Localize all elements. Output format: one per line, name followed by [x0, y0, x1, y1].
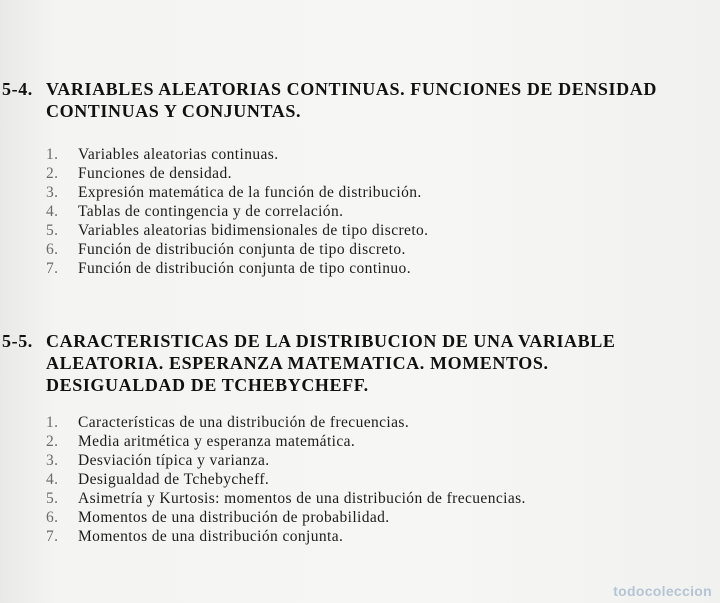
- list-item: [0, 183, 720, 202]
- list-item: [0, 432, 720, 451]
- list-item: [0, 202, 720, 221]
- item-number: 2.: [46, 433, 59, 450]
- item-text: Características de una distribución de frecuencias.: [78, 414, 410, 431]
- item-number: 6.: [46, 509, 59, 526]
- item-text: Asimetría y Kurtosis: momentos de una distribución de frecuencias.: [78, 490, 526, 507]
- section-5-4: [0, 78, 720, 278]
- list-item: [0, 470, 720, 489]
- section-5-5: [0, 330, 720, 546]
- item-text: Momentos de una distribución de probabilidad.: [78, 509, 390, 526]
- item-number: 2.: [46, 165, 59, 182]
- item-text: Desviación típica y varianza.: [78, 452, 270, 469]
- item-number: 4.: [46, 203, 59, 220]
- list-item: [0, 451, 720, 470]
- item-text: Media aritmética y esperanza matemática.: [78, 433, 356, 450]
- topic-list: [0, 145, 720, 278]
- item-number: 3.: [46, 184, 59, 201]
- item-number: 1.: [46, 146, 59, 163]
- watermark-logo: todocoleccion: [613, 583, 712, 599]
- section-title-line: ALEATORIA. ESPERANZA MATEMATICA. MOMENTOS.: [46, 353, 549, 373]
- item-number: 5.: [46, 490, 59, 507]
- section-heading: [0, 78, 720, 122]
- item-number: 1.: [46, 414, 59, 431]
- item-text: Desigualdad de Tchebycheff.: [78, 471, 270, 488]
- list-item: [0, 145, 720, 164]
- item-number: 5.: [46, 222, 59, 239]
- section-heading: [0, 330, 720, 396]
- item-number: 7.: [46, 528, 59, 545]
- list-item: [0, 489, 720, 508]
- item-text: Función de distribución conjunta de tipo continuo.: [78, 260, 411, 277]
- topic-list: [0, 413, 720, 546]
- list-item: [0, 240, 720, 259]
- list-item: [0, 221, 720, 240]
- item-number: 6.: [46, 241, 59, 258]
- list-item: [0, 259, 720, 278]
- list-item: [0, 527, 720, 546]
- section-title-line: CARACTERISTICAS DE LA DISTRIBUCION DE UNA VARIABLE: [46, 331, 616, 351]
- section-title-line: CONTINUAS Y CONJUNTAS.: [46, 101, 302, 121]
- list-item: [0, 508, 720, 527]
- item-text: Variables aleatorias continuas.: [78, 146, 279, 163]
- item-text: Expresión matemática de la función de distribución.: [78, 184, 422, 201]
- section-title-line: VARIABLES ALEATORIAS CONTINUAS. FUNCIONES DE DENSIDAD: [46, 79, 657, 99]
- item-text: Momentos de una distribución conjunta.: [78, 528, 344, 545]
- section-number: 5-4.: [2, 79, 33, 99]
- list-item: [0, 164, 720, 183]
- item-text: Función de distribución conjunta de tipo discreto.: [78, 241, 406, 258]
- item-text: Funciones de densidad.: [78, 165, 232, 182]
- item-number: 7.: [46, 260, 59, 277]
- section-title-line: DESIGUALDAD DE TCHEBYCHEFF.: [46, 375, 369, 395]
- section-number: 5-5.: [2, 331, 33, 351]
- list-item: [0, 413, 720, 432]
- item-text: Tablas de contingencia y de correlación.: [78, 203, 344, 220]
- item-number: 3.: [46, 452, 59, 469]
- item-number: 4.: [46, 471, 59, 488]
- item-text: Variables aleatorias bidimensionales de tipo discreto.: [78, 222, 429, 239]
